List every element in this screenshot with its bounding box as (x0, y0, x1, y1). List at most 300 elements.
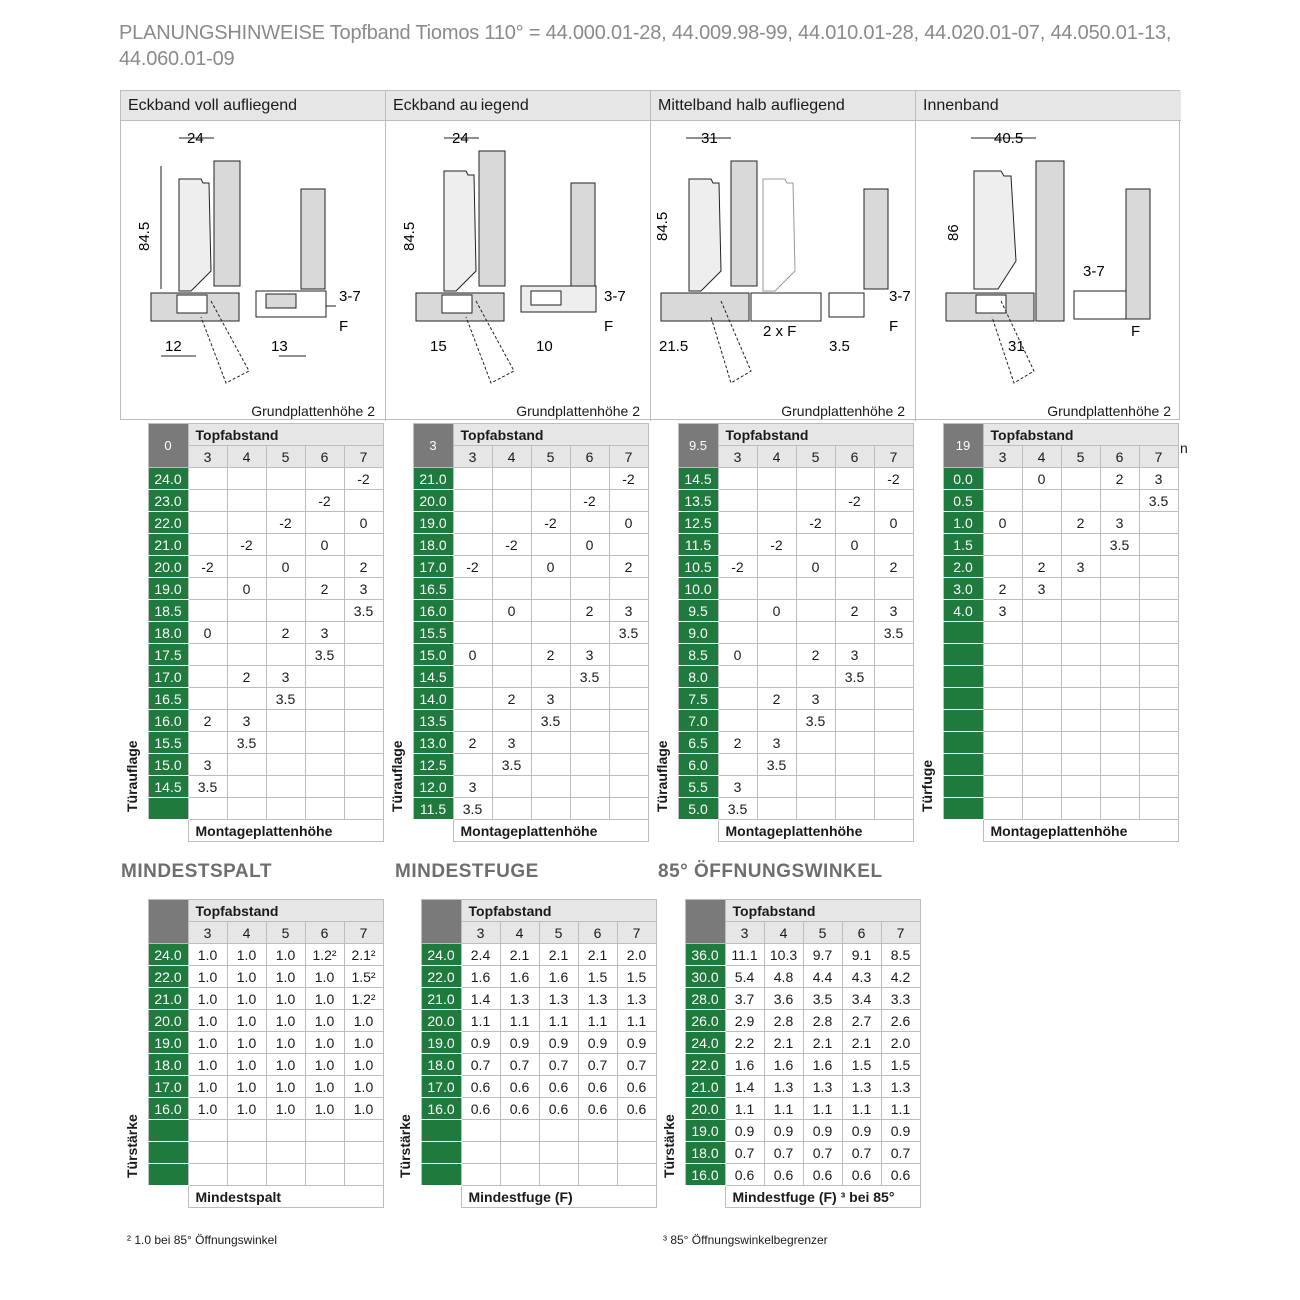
table-cell (531, 468, 570, 490)
table-cell: 1.0 (188, 1054, 227, 1076)
section-mindestfuge: MINDESTFUGE (395, 861, 539, 882)
table-cell (1100, 688, 1139, 710)
table-row (120, 1120, 383, 1142)
table-cell (1061, 490, 1100, 512)
table-cell: 2 (492, 688, 531, 710)
table-cell: -2 (344, 468, 383, 490)
table-cell: -2 (188, 556, 227, 578)
table-row (120, 578, 383, 600)
table-cell: 1.3 (500, 988, 539, 1010)
row-label (148, 1120, 188, 1142)
table-cell: 1.3 (578, 988, 617, 1010)
table-cell: 0.9 (803, 1120, 842, 1142)
table-row (650, 754, 913, 776)
table-row (657, 1098, 920, 1120)
table-cell (570, 798, 609, 820)
table-cell: 1.1 (803, 1098, 842, 1120)
table-cell (531, 490, 570, 512)
column-header: 4 (227, 922, 266, 944)
table-cell: 1.3 (881, 1076, 920, 1098)
row-label: 9.0 (678, 622, 718, 644)
table-bottom-1 (120, 899, 384, 1208)
column-header: 6 (842, 922, 881, 944)
table-cell: 3 (305, 622, 344, 644)
row-label: 16.0 (421, 1098, 461, 1120)
row-label: 18.5 (148, 600, 188, 622)
table-row (120, 622, 383, 644)
table-cell (757, 622, 796, 644)
table-cell: 3 (453, 776, 492, 798)
table-cell (1139, 556, 1178, 578)
table-cell (188, 534, 227, 556)
table-cell (1022, 534, 1061, 556)
table-cell (492, 644, 531, 666)
table-cell: 3 (227, 710, 266, 732)
table-cell: 2 (1061, 512, 1100, 534)
table-cell: 1.0 (227, 1054, 266, 1076)
table-cell (227, 688, 266, 710)
table-footer: Mindestfuge (F) (461, 1186, 656, 1208)
table-cell (227, 1142, 266, 1164)
table-row (657, 1164, 920, 1186)
table-cell: 2.7 (842, 1010, 881, 1032)
table-cell (492, 776, 531, 798)
table-cell: 0.6 (578, 1076, 617, 1098)
table-cell (1061, 534, 1100, 556)
table-cell (227, 468, 266, 490)
table-cell (453, 490, 492, 512)
table-cell (266, 1164, 305, 1186)
table-cell: -2 (266, 512, 305, 534)
table-cell: 1.0 (266, 1032, 305, 1054)
table-cell (188, 798, 227, 820)
table-cell (266, 776, 305, 798)
table-cell (305, 666, 344, 688)
table-cell (570, 732, 609, 754)
table-cell (305, 732, 344, 754)
panel-1-footer: Grundplattenhöhe 2 (251, 403, 375, 419)
table-cell: 0.7 (842, 1142, 881, 1164)
table-cell: 3 (609, 600, 648, 622)
table-cell (570, 754, 609, 776)
table-cell: 3.4 (842, 988, 881, 1010)
row-label (148, 1164, 188, 1186)
table-cell: 2.0 (617, 944, 656, 966)
row-label: 18.0 (413, 534, 453, 556)
table-bottom-3 (657, 899, 921, 1208)
table-cell (344, 1120, 383, 1142)
table-cell (609, 798, 648, 820)
table-cell (188, 644, 227, 666)
row-label: 22.0 (421, 966, 461, 988)
table-cell: 0.7 (578, 1054, 617, 1076)
row-label: 16.5 (413, 578, 453, 600)
table-row (385, 578, 648, 600)
dim-13: 13 (271, 338, 288, 355)
table-cell (835, 776, 874, 798)
topfabstand-header: Topfabstand (718, 424, 913, 446)
table-cell (1100, 556, 1139, 578)
row-label: 21.0 (413, 468, 453, 490)
table-cell: 2 (531, 644, 570, 666)
table-footer: Montageplattenhöhe (188, 820, 383, 842)
table-cell (453, 754, 492, 776)
table-cell: 3.5 (803, 988, 842, 1010)
column-header: 4 (492, 446, 531, 468)
table-cell (757, 776, 796, 798)
table-cell (718, 622, 757, 644)
table-row (120, 1164, 383, 1186)
table-cell (983, 468, 1022, 490)
row-label (943, 666, 983, 688)
cut-off-text: n (1180, 440, 1188, 456)
table-top-4 (915, 423, 1179, 842)
table-cell: 1.0 (266, 966, 305, 988)
table-cell: -2 (453, 556, 492, 578)
table-row (650, 556, 913, 578)
table-row (120, 944, 383, 966)
table-row (385, 512, 648, 534)
table-cell (1061, 600, 1100, 622)
row-label (943, 688, 983, 710)
page-title: PLANUNGSHINWEISE Topfband Tiomos 110° = 44.000.01-28, 44.009.98-99, 44.010.01-28, 44.020.01-07, 44.050.01-13, 44.060.01-09 (119, 22, 1172, 70)
row-label: 18.0 (148, 622, 188, 644)
table-cell (266, 644, 305, 666)
table-cell: 0.7 (539, 1054, 578, 1076)
table-cell (1061, 732, 1100, 754)
table-cell: 0.9 (500, 1032, 539, 1054)
table-cell (578, 1164, 617, 1186)
dim-10: 10 (536, 338, 553, 355)
table-cell: 1.1 (461, 1010, 500, 1032)
table-footer: Mindestspalt (188, 1186, 383, 1208)
table-cell: 2 (835, 600, 874, 622)
table-cell: 1.0 (305, 966, 344, 988)
table-cell (835, 556, 874, 578)
table-cell: 2 (188, 710, 227, 732)
table-cell (227, 1164, 266, 1186)
dim-f: F (604, 318, 614, 335)
table-cell: 1.6 (803, 1054, 842, 1076)
table-cell (718, 578, 757, 600)
table-cell (983, 776, 1022, 798)
table-cell: 2.6 (881, 1010, 920, 1032)
table-cell: 0.6 (539, 1076, 578, 1098)
table-cell (874, 754, 913, 776)
table-cell: 4.4 (803, 966, 842, 988)
column-header: 6 (305, 922, 344, 944)
table-cell (1100, 490, 1139, 512)
table-cell: 1.5 (881, 1054, 920, 1076)
data-table: Türauflage 9.5 Topfabstand 3 4 5 6 7 14.5 -2 13.5 -2 12.5 -2 0 11.5 -2 0 10.5 -2 0 2 10.0 9.5 0 2 3 9.0 3.5 8.5 0 2 3 8.0 3.5 7.5 2 3 7.0 3.5 6.5 2 3 6.0 3.5 5.5 3 5.0 3.5 Montageplattenhöhe (650, 423, 914, 842)
row-label: 21.0 (148, 534, 188, 556)
table-cell (578, 1142, 617, 1164)
row-label: 5.0 (678, 798, 718, 820)
table-cell (874, 688, 913, 710)
table-cell (305, 798, 344, 820)
table-row (120, 732, 383, 754)
row-label: 16.0 (148, 710, 188, 732)
table-cell: 1.0 (227, 1010, 266, 1032)
table-cell: 0 (796, 556, 835, 578)
table-cell (305, 512, 344, 534)
table-cell: 0 (305, 534, 344, 556)
table-cell (188, 1120, 227, 1142)
table-cell: 0.6 (881, 1164, 920, 1186)
table-cell (1139, 688, 1178, 710)
table-cell (609, 710, 648, 732)
table-cell: 2 (453, 732, 492, 754)
table-cell (835, 622, 874, 644)
table-cell (266, 534, 305, 556)
table-row (915, 798, 1178, 820)
table-cell (1061, 468, 1100, 490)
table-cell: 1.4 (461, 988, 500, 1010)
row-label (943, 776, 983, 798)
table-row (120, 776, 383, 798)
table-cell: -2 (718, 556, 757, 578)
table-cell (835, 512, 874, 534)
row-label: 10.5 (678, 556, 718, 578)
row-label: 7.5 (678, 688, 718, 710)
table-cell (305, 688, 344, 710)
table-cell (305, 1164, 344, 1186)
table-cell (1022, 666, 1061, 688)
table-cell: 1.6 (500, 966, 539, 988)
table-row (120, 534, 383, 556)
table-cell: 2 (609, 556, 648, 578)
table-cell (1022, 622, 1061, 644)
table-cell (796, 490, 835, 512)
table-cell (344, 688, 383, 710)
row-label: 14.5 (678, 468, 718, 490)
table-cell: 1.0 (305, 1098, 344, 1120)
table-top-2 (385, 423, 649, 842)
table-cell (796, 622, 835, 644)
table-cell (227, 622, 266, 644)
row-label: 6.0 (678, 754, 718, 776)
table-cell (305, 776, 344, 798)
column-header: 5 (803, 922, 842, 944)
table-cell: 8.5 (881, 944, 920, 966)
table-row (915, 732, 1178, 754)
row-label: 20.0 (148, 1010, 188, 1032)
table-row (915, 710, 1178, 732)
table-cell (1139, 578, 1178, 600)
table-cell: 2 (796, 644, 835, 666)
row-label: 2.0 (943, 556, 983, 578)
table-cell: 2.8 (803, 1010, 842, 1032)
column-header: 7 (609, 446, 648, 468)
row-label (421, 1120, 461, 1142)
table-row (915, 666, 1178, 688)
table-cell: 1.6 (764, 1054, 803, 1076)
table-row (385, 710, 648, 732)
table-cell (461, 1142, 500, 1164)
row-label: 0.5 (943, 490, 983, 512)
table-cell (1139, 776, 1178, 798)
table-row (657, 988, 920, 1010)
dim-84-5: 84.5 (401, 221, 418, 251)
table-cell (1139, 600, 1178, 622)
table-cell: 1.2² (305, 944, 344, 966)
table-cell: 1.3 (764, 1076, 803, 1098)
table-row (385, 556, 648, 578)
table-row (393, 1120, 656, 1142)
table-row (915, 578, 1178, 600)
table-row (385, 798, 648, 820)
table-cell: 2.0 (881, 1032, 920, 1054)
table-cell: 5.4 (725, 966, 764, 988)
table-cell: 2 (757, 688, 796, 710)
table-cell (188, 468, 227, 490)
table-cell (757, 490, 796, 512)
table-row (650, 578, 913, 600)
table-row (393, 1076, 656, 1098)
table-row (650, 710, 913, 732)
table-cell (718, 600, 757, 622)
table-row (915, 512, 1178, 534)
row-label: 9.5 (678, 600, 718, 622)
panel-4 (916, 91, 1181, 421)
table-cell: 0.6 (539, 1098, 578, 1120)
row-label: 13.0 (413, 732, 453, 754)
table-cell (188, 666, 227, 688)
table-cell (531, 754, 570, 776)
table-cell (344, 798, 383, 820)
table-cell (539, 1164, 578, 1186)
table-cell: 0.9 (842, 1120, 881, 1142)
panel-1 (121, 91, 386, 421)
table-cell: 3 (492, 732, 531, 754)
table-cell (344, 1164, 383, 1186)
table-row (915, 556, 1178, 578)
table-cell: 0.9 (881, 1120, 920, 1142)
row-label: 22.0 (148, 966, 188, 988)
table-cell: 2.1 (842, 1032, 881, 1054)
table-cell (983, 490, 1022, 512)
table-cell: 2 (718, 732, 757, 754)
table-cell (531, 776, 570, 798)
table-cell: 1.0 (227, 988, 266, 1010)
table-cell (305, 710, 344, 732)
row-label: 15.0 (148, 754, 188, 776)
table-cell: 3 (718, 776, 757, 798)
table-cell: 0 (874, 512, 913, 534)
table-cell: 1.3 (617, 988, 656, 1010)
topfabstand-header: Topfabstand (461, 900, 656, 922)
table-cell (227, 556, 266, 578)
row-label: 17.0 (148, 1076, 188, 1098)
column-header: 3 (983, 446, 1022, 468)
section-mindestspalt: MINDESTSPALT (121, 861, 272, 882)
table-cell: 2.8 (764, 1010, 803, 1032)
row-label: 26.0 (685, 1010, 725, 1032)
table-cell (617, 1164, 656, 1186)
table-row (120, 798, 383, 820)
table-cell: 2.1 (500, 944, 539, 966)
row-label: 24.0 (148, 944, 188, 966)
table-cell (1061, 578, 1100, 600)
table-cell: 0.7 (803, 1142, 842, 1164)
table-cell: 1.5² (344, 966, 383, 988)
table-row (393, 966, 656, 988)
table-cell (539, 1120, 578, 1142)
table-cell (1139, 644, 1178, 666)
table-row (650, 534, 913, 556)
table-cell (1139, 754, 1178, 776)
row-label: 13.5 (413, 710, 453, 732)
table-cell (266, 798, 305, 820)
panel-2 (386, 91, 651, 421)
table-cell: 11.1 (725, 944, 764, 966)
table-cell (1061, 644, 1100, 666)
table-cell (344, 666, 383, 688)
table-cell: 2.1² (344, 944, 383, 966)
panel-3-footer: Grundplattenhöhe 2 (781, 403, 905, 419)
table-cell: 3 (1139, 468, 1178, 490)
table-cell: 1.0 (266, 988, 305, 1010)
column-header: 5 (1061, 446, 1100, 468)
corner-cell: 0 (148, 424, 188, 468)
table-cell: 3.5 (453, 798, 492, 820)
table-cell: 1.0 (188, 1032, 227, 1054)
table-cell: 1.6 (461, 966, 500, 988)
table-cell (227, 600, 266, 622)
row-label: 14.5 (148, 776, 188, 798)
row-label: 20.0 (148, 556, 188, 578)
row-label: 18.0 (685, 1142, 725, 1164)
table-cell (617, 1142, 656, 1164)
table-cell (531, 732, 570, 754)
table-cell: 0.9 (725, 1120, 764, 1142)
table-cell (266, 1120, 305, 1142)
table-cell: 0.6 (500, 1098, 539, 1120)
panel-4-title: Innenband (916, 91, 1181, 121)
table-cell (344, 644, 383, 666)
table-cell (453, 710, 492, 732)
row-label: 7.0 (678, 710, 718, 732)
table-row (657, 1032, 920, 1054)
table-row (120, 710, 383, 732)
column-header: 7 (344, 922, 383, 944)
column-header: 4 (227, 446, 266, 468)
table-cell: 2 (227, 666, 266, 688)
table-cell: 1.1 (725, 1098, 764, 1120)
column-header: 6 (578, 922, 617, 944)
table-cell (453, 512, 492, 534)
table-row (120, 1098, 383, 1120)
row-label: 17.0 (413, 556, 453, 578)
table-cell: -2 (227, 534, 266, 556)
table-cell (1022, 732, 1061, 754)
table-row (650, 776, 913, 798)
table-cell (227, 644, 266, 666)
dim-84-5: 84.5 (654, 211, 671, 241)
table-row (120, 754, 383, 776)
table-row (385, 754, 648, 776)
row-label (943, 622, 983, 644)
hinge-drawing-4 (916, 121, 1180, 421)
row-label: 24.0 (421, 944, 461, 966)
table-cell: 1.3 (842, 1076, 881, 1098)
table-row (657, 944, 920, 966)
table-cell: 3 (570, 644, 609, 666)
row-label (148, 798, 188, 820)
table-cell (617, 1120, 656, 1142)
row-label: 22.0 (685, 1054, 725, 1076)
table-row (915, 490, 1178, 512)
